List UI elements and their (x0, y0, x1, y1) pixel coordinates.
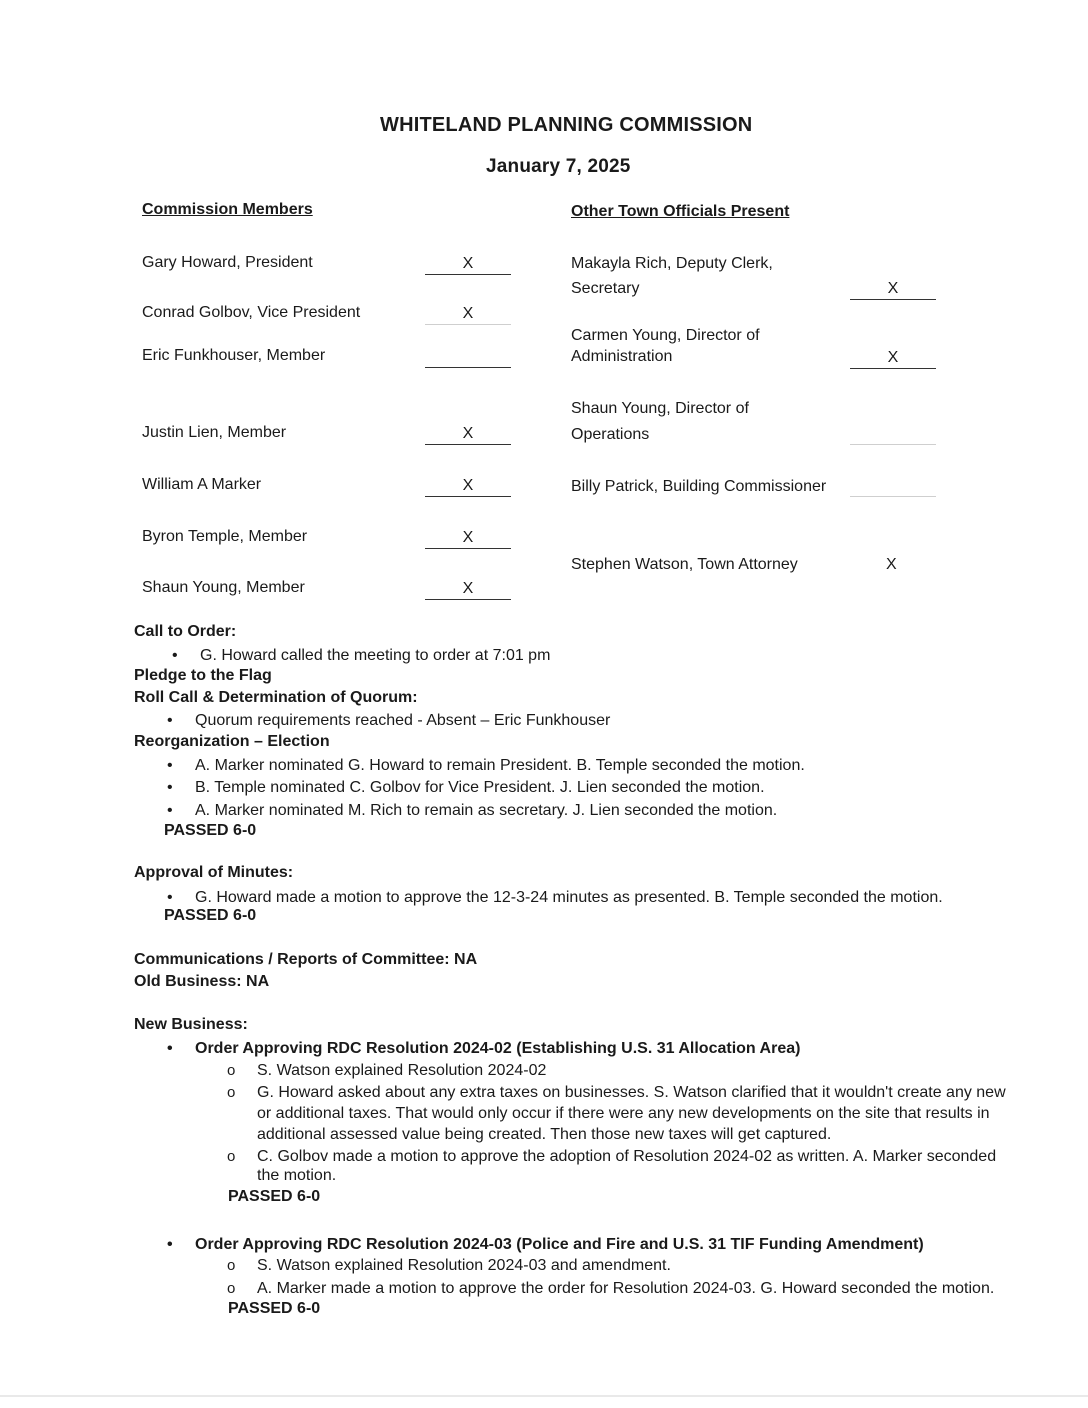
order-subitem: o C. Golbov made a motion to approve the adoption of Resolution 2024-02 as written. A. Marker seconded (257, 1148, 996, 1166)
attendance-mark: X (425, 528, 511, 549)
roll-call-heading: Roll Call & Determination of Quorum: (134, 689, 418, 706)
officials-heading: Other Town Officials Present (571, 203, 790, 220)
official-title: Administration (571, 348, 673, 365)
member-name: Gary Howard, President (142, 254, 313, 271)
member-name: Shaun Young, Member (142, 579, 305, 596)
roll-call-item: • Quorum requirements reached - Absent – Eric Funkhouser (195, 712, 610, 730)
official-name: Billy Patrick, Building Commissioner (571, 478, 827, 495)
attendance-mark: X (425, 254, 511, 275)
reorganization-heading: Reorganization – Election (134, 733, 330, 750)
reorganization-item: • A. Marker nominated M. Rich to remain as secretary. J. Lien seconded the motion. (195, 802, 777, 820)
order-subitem-line: the motion. (257, 1167, 337, 1184)
attendance-mark: X (850, 348, 936, 369)
official-name: Shaun Young, Director of (571, 400, 749, 417)
pledge-heading: Pledge to the Flag (134, 667, 272, 684)
scan-edge (0, 1395, 1088, 1397)
meeting-date: January 7, 2025 (486, 156, 631, 177)
attendance-mark (850, 476, 936, 497)
attendance-mark: X (886, 556, 897, 573)
official-name: Makayla Rich, Deputy Clerk, (571, 255, 773, 272)
attendance-mark: X (425, 304, 511, 325)
member-name: Byron Temple, Member (142, 528, 308, 545)
member-name: Conrad Golbov, Vice President (142, 304, 361, 321)
call-to-order-item: • G. Howard called the meeting to order at 7:01 pm (200, 647, 550, 665)
attendance-mark: X (425, 424, 511, 445)
order-title: • Order Approving RDC Resolution 2024-03 (Police and Fire and U.S. 31 TIF Funding Amendment) (195, 1236, 924, 1254)
member-name: William A Marker (142, 476, 262, 493)
attendance-mark (850, 424, 936, 445)
order-subitem-line: or additional taxes. That would only occur if there were any new developments on the site that results in (257, 1105, 990, 1122)
order-subitem: o A. Marker made a motion to approve the order for Resolution 2024-03. G. Howard seconded the motion. (257, 1280, 994, 1298)
official-title: Operations (571, 426, 650, 443)
official-name: Stephen Watson, Town Attorney (571, 556, 798, 573)
official-title: Secretary (571, 280, 640, 297)
reorganization-item: • B. Temple nominated C. Golbov for Vice President. J. Lien seconded the motion. (195, 779, 765, 797)
order-title: • Order Approving RDC Resolution 2024-02 (Establishing U.S. 31 Allocation Area) (195, 1040, 800, 1058)
communications-heading: Communications / Reports of Committee: NA (134, 951, 478, 968)
order-subitem: o S. Watson explained Resolution 2024-03 and amendment. (257, 1257, 671, 1275)
approval-result: PASSED 6-0 (164, 907, 257, 924)
official-name: Carmen Young, Director of (571, 327, 760, 344)
order-subitem-line: additional assessed value being created. Then those new taxes will get captured. (257, 1126, 832, 1143)
attendance-mark: X (425, 579, 511, 600)
document-title: WHITELAND PLANNING COMMISSION (380, 114, 753, 136)
old-business-heading: Old Business: NA (134, 973, 270, 990)
attendance-mark: X (850, 279, 936, 300)
order-result: PASSED 6-0 (228, 1188, 321, 1205)
new-business-heading: New Business: (134, 1016, 248, 1033)
order-subitem: o S. Watson explained Resolution 2024-02 (257, 1062, 546, 1080)
member-name: Eric Funkhouser, Member (142, 347, 326, 364)
approval-item: • G. Howard made a motion to approve the 12-3-24 minutes as presented. B. Temple seconded the motion. (195, 889, 943, 907)
member-name: Justin Lien, Member (142, 424, 287, 441)
order-subitem: o G. Howard asked about any extra taxes on businesses. S. Watson clarified that it wouldn't create any new (257, 1084, 1006, 1102)
call-to-order-heading: Call to Order: (134, 623, 237, 640)
order-result: PASSED 6-0 (228, 1300, 321, 1317)
attendance-mark: X (425, 476, 511, 497)
attendance-mark (425, 347, 511, 368)
members-heading: Commission Members (142, 201, 313, 218)
reorganization-result: PASSED 6-0 (164, 822, 257, 839)
reorganization-item: • A. Marker nominated G. Howard to remain President. B. Temple seconded the motion. (195, 757, 805, 775)
approval-heading: Approval of Minutes: (134, 864, 294, 881)
